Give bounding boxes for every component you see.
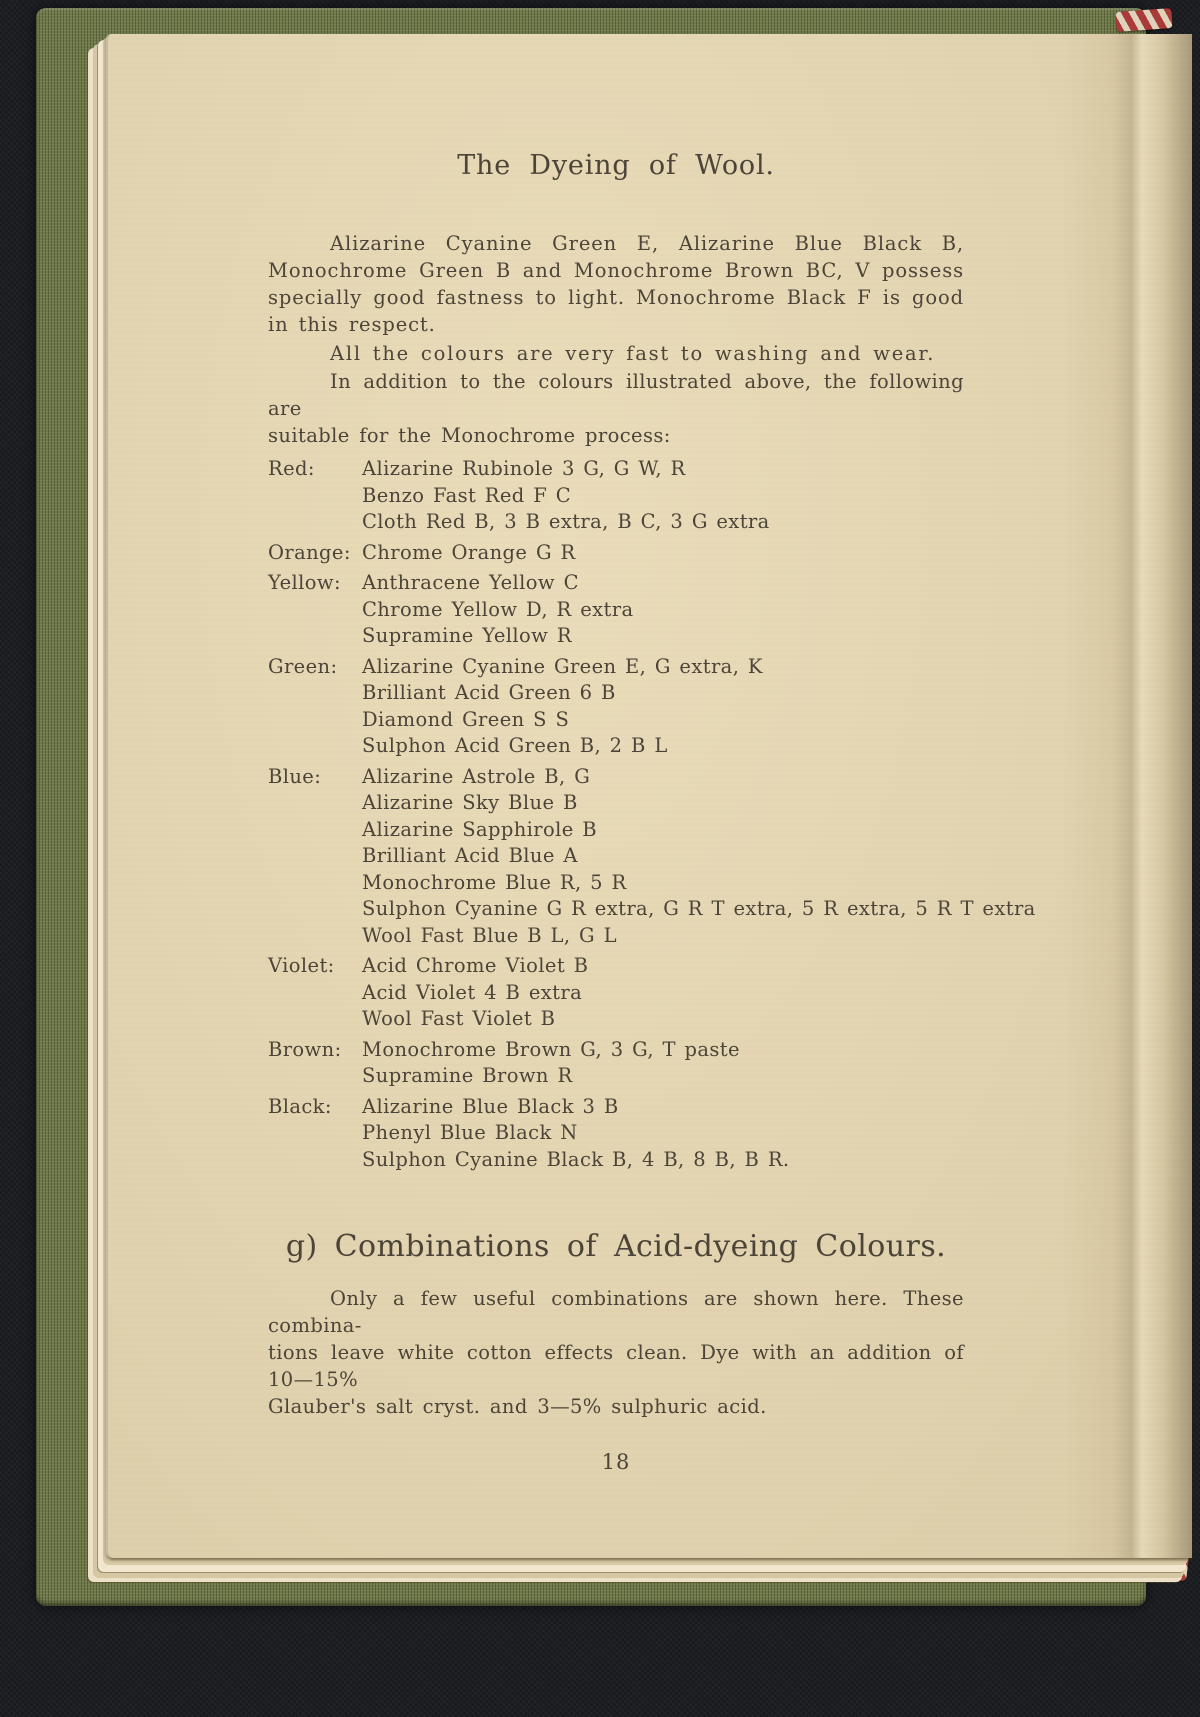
- dye-name-line: Anthracene Yellow C: [362, 571, 579, 594]
- dye-colour-label: Violet:: [268, 954, 335, 977]
- dye-row: [268, 764, 1036, 950]
- paragraph-monochrome-intro: [268, 368, 964, 449]
- dye-name-line: Sulphon Cyanine Black B, 4 B, 8 B, B R.: [362, 1147, 790, 1171]
- dye-row: [268, 456, 964, 536]
- dye-name-line: Alizarine Astrole B, G: [362, 764, 591, 788]
- text-line: Monochrome Green B and Monochrome Brown BC, V possess: [268, 259, 964, 282]
- dye-list: [268, 456, 1036, 1173]
- dye-names: [362, 540, 576, 567]
- page-content: [268, 150, 1036, 1474]
- dye-names: [362, 1094, 790, 1174]
- dye-name-line: Alizarine Blue Black 3 B: [362, 1094, 619, 1118]
- dye-colour-label: Red:: [268, 457, 315, 480]
- dye-colour-label: Yellow:: [268, 571, 341, 594]
- text-line: Alizarine Cyanine Green E, Alizarine Blue Black B,: [330, 232, 964, 255]
- dye-name-line: Monochrome Brown G, 3 G, T paste: [362, 1037, 740, 1061]
- dye-names: [362, 570, 634, 650]
- dye-name-line: Benzo Fast Red F C: [362, 483, 572, 507]
- dye-name-line: Alizarine Sapphirole B: [362, 817, 598, 841]
- text-line: suitable for the Monochrome process:: [268, 424, 671, 447]
- headband-top: [1115, 8, 1172, 32]
- dye-name-line: Wool Fast Blue B L, G L: [362, 923, 617, 947]
- dye-row: [268, 654, 964, 760]
- dye-name-line: Diamond Green S S: [362, 707, 570, 731]
- text-line: in this respect.: [268, 313, 436, 336]
- page-number: 18: [601, 1450, 631, 1474]
- dye-colour-label: Orange:: [268, 540, 351, 564]
- dye-names: [362, 456, 770, 536]
- text-line: All the colours are very fast to washing and wear.: [330, 342, 936, 365]
- text-line: In addition to the colours illustrated above, the following are: [268, 370, 964, 420]
- dye-row: [268, 953, 964, 1033]
- dye-colour-label: Brown:: [268, 1037, 342, 1061]
- paragraph-combinations: [268, 1285, 964, 1420]
- paragraph-wash-fastness: [268, 340, 964, 367]
- dye-name-line: Supramine Yellow R: [362, 624, 572, 647]
- section-heading: g) Combinations of Acid-dyeing Colours.: [285, 1229, 947, 1264]
- dye-row: [268, 1094, 964, 1174]
- dye-colour-label: Green:: [268, 654, 338, 678]
- dye-names: [362, 654, 763, 760]
- dye-name-line: Supramine Brown R: [362, 1064, 573, 1087]
- dye-name-line: Sulphon Cyanine G R extra, G R T extra, 5 R extra, 5 R T extra: [362, 897, 1036, 920]
- dye-name-line: Alizarine Rubinole 3 G, G W, R: [362, 457, 686, 480]
- text-line: Glauber's salt cryst. and 3—5% sulphuric acid.: [268, 1395, 767, 1418]
- dye-name-line: Sulphon Acid Green B, 2 B L: [362, 734, 668, 757]
- dye-row: [268, 1037, 964, 1090]
- dye-name-line: Wool Fast Violet B: [362, 1007, 556, 1030]
- dye-row: [268, 540, 964, 567]
- dye-name-line: Monochrome Blue R, 5 R: [362, 870, 627, 894]
- dye-name-line: Chrome Orange G R: [362, 540, 576, 564]
- dye-name-line: Chrome Yellow D, R extra: [362, 597, 634, 621]
- dye-colour-label: Blue:: [268, 764, 322, 788]
- dye-name-line: Alizarine Cyanine Green E, G extra, K: [362, 654, 763, 678]
- dye-names: [362, 1037, 740, 1090]
- book-page: [108, 34, 1192, 1558]
- page-title: The Dyeing of Wool.: [457, 150, 775, 181]
- dye-name-line: Alizarine Sky Blue B: [362, 791, 578, 814]
- dye-name-line: Acid Chrome Violet B: [362, 954, 589, 977]
- dye-colour-label: Black:: [268, 1094, 332, 1118]
- dye-row: [268, 570, 964, 650]
- dye-name-line: Acid Violet 4 B extra: [362, 980, 583, 1004]
- dye-names: [362, 953, 588, 1033]
- dye-name-line: Brilliant Acid Green 6 B: [362, 681, 616, 704]
- dye-names: [362, 764, 1036, 950]
- dye-name-line: Phenyl Blue Black N: [362, 1121, 578, 1144]
- dye-name-line: Brilliant Acid Blue A: [362, 844, 578, 867]
- dye-name-line: Cloth Red B, 3 B extra, B C, 3 G extra: [362, 510, 770, 533]
- text-line: specially good fastness to light. Monochrome Black F is good: [268, 286, 964, 309]
- text-line: tions leave white cotton effects clean. Dye with an addition of 10—15%: [268, 1341, 964, 1391]
- paragraph-light-fastness: [268, 230, 964, 338]
- text-line: Only a few useful combinations are shown here. These combina-: [268, 1287, 964, 1337]
